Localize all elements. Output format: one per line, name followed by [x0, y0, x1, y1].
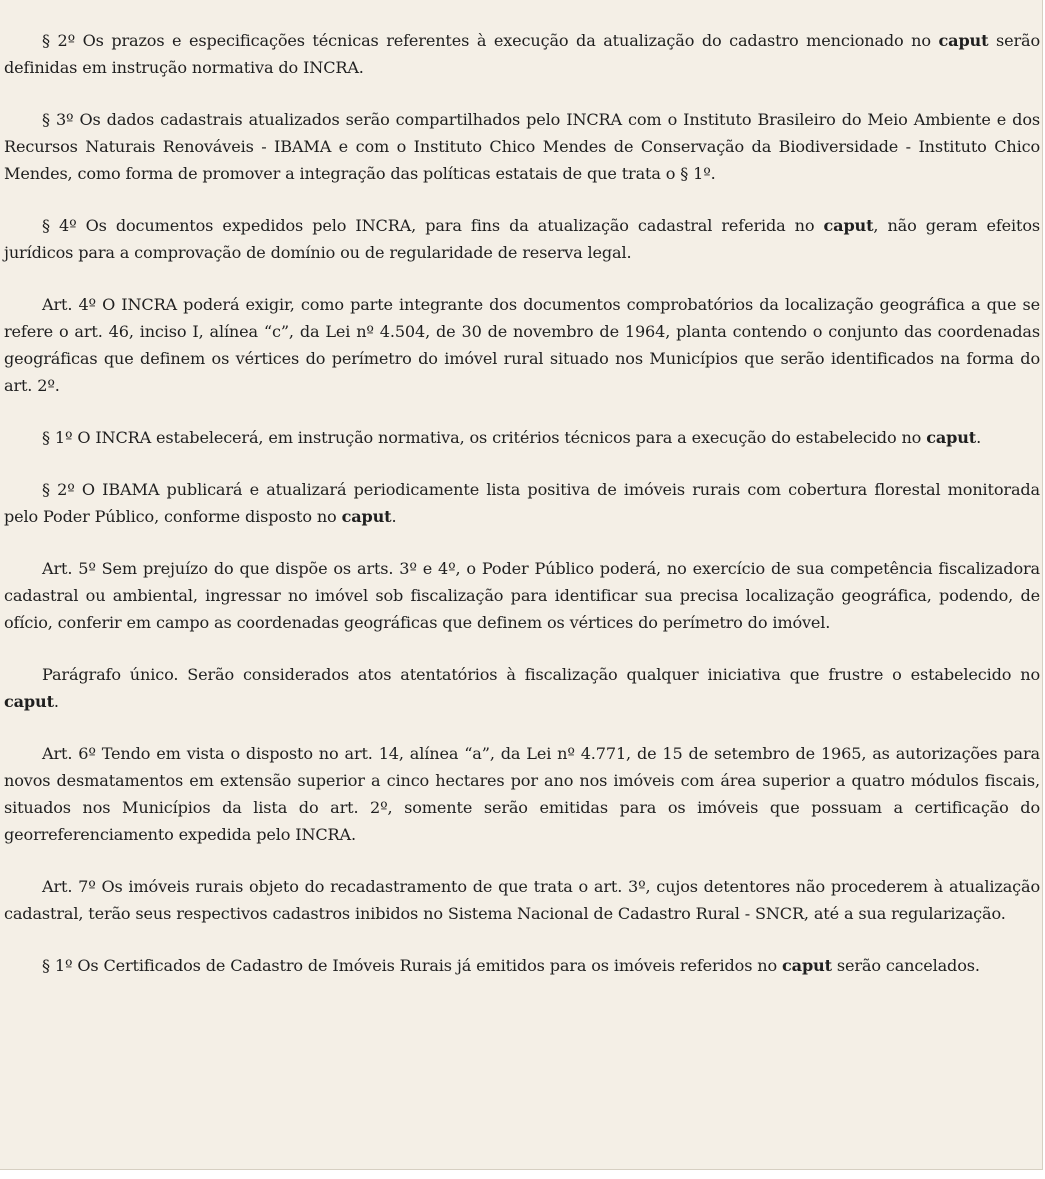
paragraph	[4, 424, 1040, 451]
paragraph	[4, 661, 1040, 715]
paragraph-text: § 1º O INCRA estabelecerá, em instrução normativa, os critérios técnicos para a execução do estabelecido no	[42, 428, 927, 447]
paragraph	[4, 740, 1040, 848]
paragraph	[4, 952, 1040, 979]
paragraph-text: serão definidas em instrução normativa do INCRA.	[4, 31, 1040, 77]
paragraph-text: § 2º Os prazos e especificações técnicas referentes à execução da atualização do cadastro mencionado no	[42, 31, 939, 50]
paragraph-text: Art. 5º Sem prejuízo do que dispõe os arts. 3º e 4º, o Poder Público poderá, no exercício de sua competência fiscalizadora cadastral ou ambiental, ingressar no imóvel sob fiscalização para identificar sua precisa localização geográfica, podendo, de ofício, conferir em campo as coordenadas geográficas que definem os vértices do perímetro do imóvel.	[4, 559, 1040, 632]
paragraph	[4, 476, 1040, 530]
bold-term: caput	[938, 31, 989, 50]
paragraph-text: .	[391, 507, 397, 526]
paragraph-text: § 1º Os Certificados de Cadastro de Imóveis Rurais já emitidos para os imóveis referidos no	[42, 956, 783, 975]
paragraph-text: Art. 4º O INCRA poderá exigir, como parte integrante dos documentos comprobatórios da localização geográfica a que se refere o art. 46, inciso I, alínea “c”, da Lei nº 4.504, de 30 de novembro de 1964, planta contendo o conjunto das coordenadas geográficas que definem os vértices do perímetro do imóvel rural situado nos Municípios que serão identificados na forma do art. 2º.	[4, 295, 1040, 395]
paragraph-text: Art. 7º Os imóveis rurais objeto do recadastramento de que trata o art. 3º, cujos detentores não procederem à atualização cadastral, terão seus respectivos cadastros inibidos no Sistema Nacional de Cadastro Rural - SNCR, até a sua regularização.	[4, 877, 1040, 923]
paragraph	[4, 873, 1040, 927]
paragraph	[4, 212, 1040, 266]
paragraph	[4, 106, 1040, 187]
paragraph	[4, 27, 1040, 81]
paragraph-text: Parágrafo único. Serão considerados atos atentatórios à fiscalização qualquer iniciativa que frustre o estabelecido no	[42, 665, 1040, 684]
document-body	[4, 27, 1040, 979]
bold-term: caput	[823, 216, 874, 235]
bold-term: caput	[341, 507, 392, 526]
paragraph	[4, 555, 1040, 636]
paragraph-text: § 2º O IBAMA publicará e atualizará periodicamente lista positiva de imóveis rurais com cobertura florestal monitorada pelo Poder Público, conforme disposto no	[4, 480, 1040, 526]
bold-term: caput	[4, 692, 54, 711]
paragraph-text: Art. 6º Tendo em vista o disposto no art. 14, alínea “a”, da Lei nº 4.771, de 15 de setembro de 1965, as autorizações para novos desmatamentos em extensão superior a cinco hectares por ano nos imóveis com área superior a quatro módulos fiscais, situados nos Municípios da lista do art. 2º, somente serão emitidas para os imóveis que possuam a certificação do georreferenciamento expedida pelo INCRA.	[4, 744, 1040, 844]
bold-term: caput	[926, 428, 977, 447]
paragraph-text: serão cancelados.	[831, 956, 980, 975]
paragraph-text: , não geram efeitos jurídicos para a comprovação de domínio ou de regularidade de reserva legal.	[4, 216, 1040, 262]
paragraph-text: § 4º Os documentos expedidos pelo INCRA, para fins da atualização cadastral referida no	[42, 216, 824, 235]
paragraph-text: .	[53, 692, 59, 711]
paragraph	[4, 291, 1040, 399]
bold-term: caput	[782, 956, 832, 975]
paragraph-text: .	[976, 428, 982, 447]
paragraph-text: § 3º Os dados cadastrais atualizados serão compartilhados pelo INCRA com o Instituto Brasileiro do Meio Ambiente e dos Recursos Naturais Renováveis - IBAMA e com o Instituto Chico Mendes de Conservação da Biodiversidade - Instituto Chico Mendes, como forma de promover a integração das políticas estatais de que trata o § 1º.	[4, 110, 1040, 183]
